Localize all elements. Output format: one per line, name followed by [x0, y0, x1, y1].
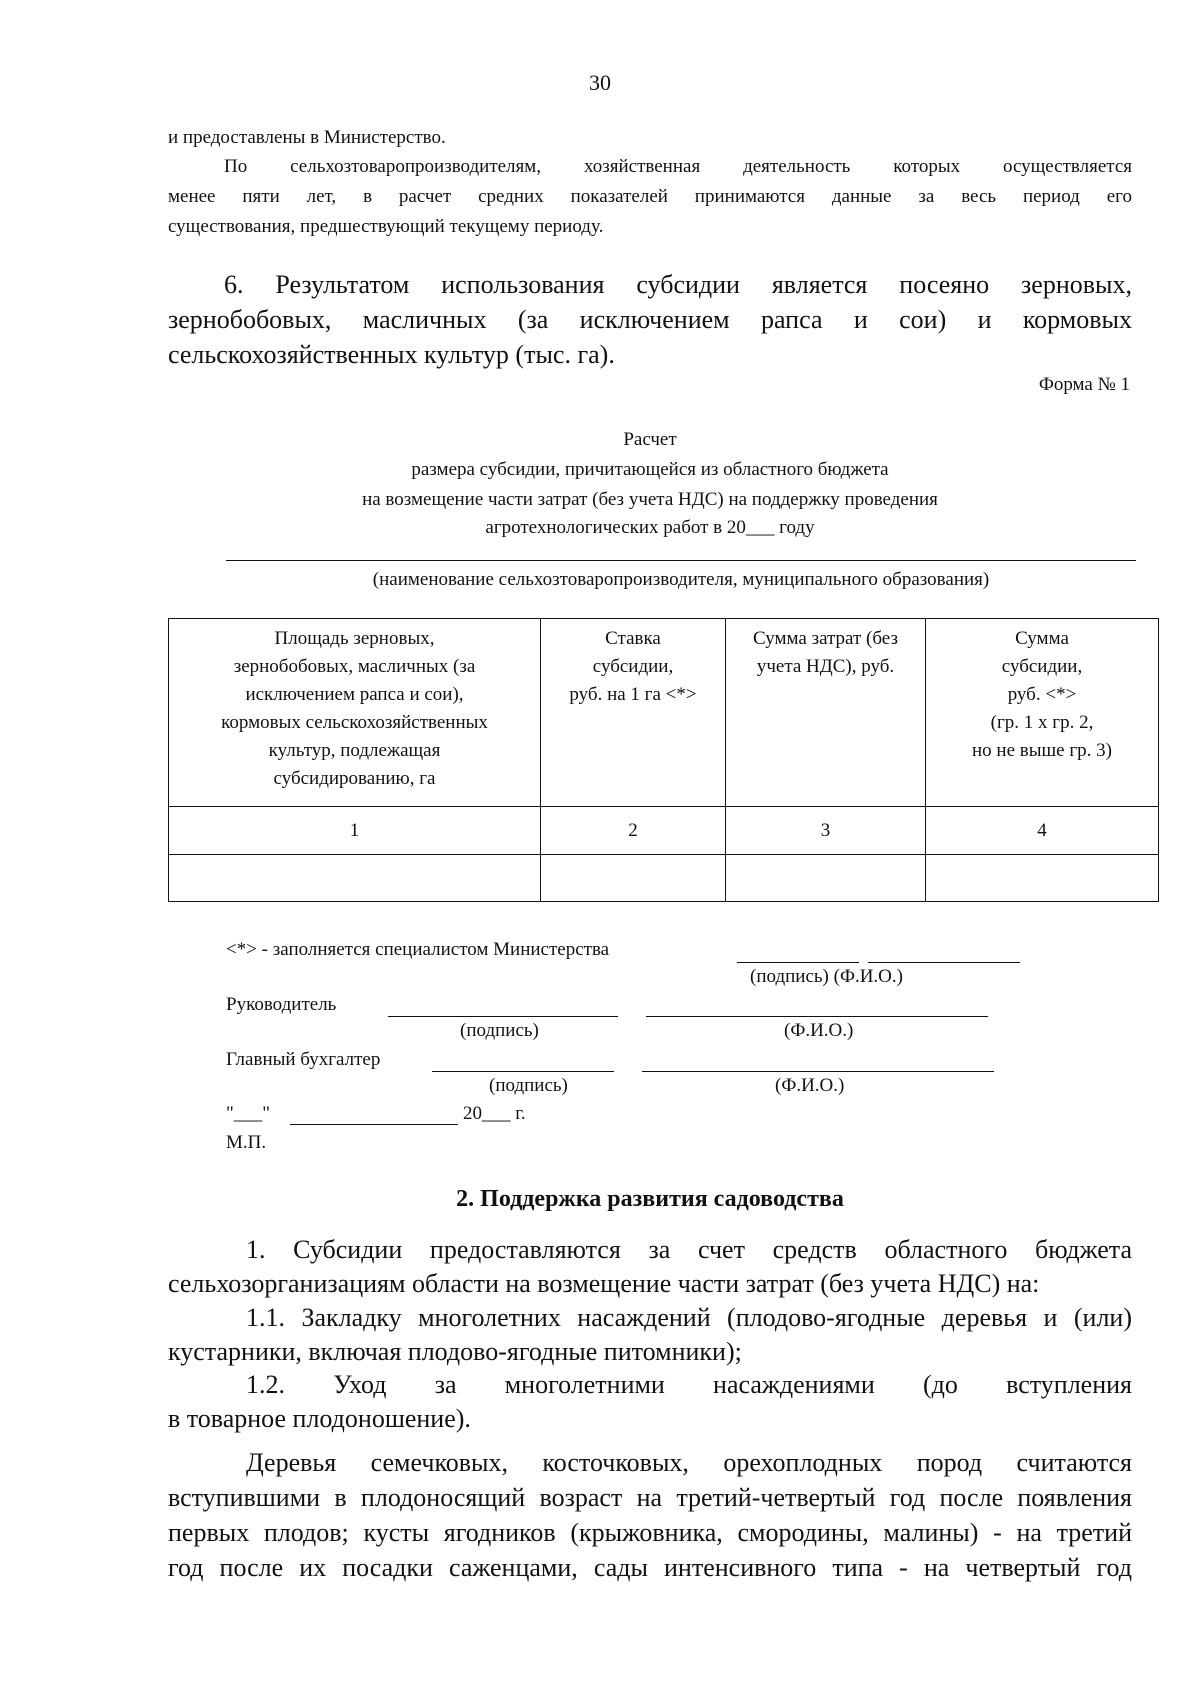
stamp-label: М.П. — [226, 1132, 267, 1153]
intro-para-line: По сельхозтоваропроизводителям, хозяйственная деятельность которых осуществляется — [224, 156, 1132, 177]
header-cell: Ставка субсидии, руб. на 1 га <*> — [541, 619, 726, 807]
form-title-line: на возмещение части затрат (без учета НДС) на поддержку проведения — [362, 489, 938, 510]
section2-line: 1.2. Уход за многолетними насаждениями (до вступления — [246, 1370, 1132, 1399]
specialist-note: <*> - заполняется специалистом Министерства — [226, 939, 610, 960]
section2-line: в товарное плодоношение). — [168, 1404, 471, 1433]
section2-line: год после их посадки саженцами, сады интенсивного типа - на четвертый год — [168, 1553, 1132, 1582]
form-label: Форма № 1 — [1038, 374, 1130, 395]
section2-line: кустарники, включая плодово-ягодные питомники); — [168, 1337, 742, 1366]
date-year: 20___ г. — [463, 1103, 526, 1124]
column-number: 3 — [726, 807, 926, 855]
form-title-line: агротехнологических работ в 20___ году — [485, 517, 815, 538]
section2-line: 1.1. Закладку многолетних насаждений (плодово-ягодные деревья и (или) — [246, 1303, 1132, 1332]
intro-line: и предоставлены в Министерство. — [168, 127, 446, 148]
page-number: 30 — [589, 70, 611, 95]
accountant-fio-caption: (Ф.И.О.) — [775, 1075, 845, 1096]
name-caption: (наименование сельхозтоваропроизводителя, муниципального образования) — [372, 569, 990, 590]
data-cell[interactable] — [726, 855, 926, 902]
section2-line: сельхозорганизациям области на возмещение части затрат (без учета НДС) на: — [168, 1269, 1040, 1298]
data-cell[interactable] — [169, 855, 541, 902]
accountant-sign-caption: (подпись) — [489, 1075, 568, 1096]
header-cell: Сумма затрат (без учета НДС), руб. — [726, 619, 926, 807]
section2-line: вступившими в плодоносящий возраст на третий-четвертый год после появления — [168, 1483, 1132, 1512]
intro-para-line: существования, предшествующий текущему периоду. — [168, 216, 604, 237]
item6-line: зернобобовых, масличных (за исключением рапса и сои) и кормовых — [168, 305, 1132, 334]
section2-line: Деревья семечковых, косточковых, орехоплодных пород считаются — [246, 1448, 1132, 1477]
data-cell[interactable] — [926, 855, 1159, 902]
specialist-caption: (подпись) (Ф.И.О.) — [750, 966, 903, 987]
date-month-line[interactable] — [290, 1124, 458, 1125]
column-number: 2 — [541, 807, 726, 855]
item6-line: сельскохозяйственных культур (тыс. га). — [168, 340, 615, 369]
header-cell: Площадь зерновых, зернобобовых, масличных (за исключением рапса и сои), кормовых сельскохозяйственных культур, подлежащая субсидированию, га — [169, 619, 541, 807]
accountant-label: Главный бухгалтер — [226, 1049, 381, 1070]
head-fio-caption: (Ф.И.О.) — [784, 1020, 854, 1041]
form-title-line: размера субсидии, причитающейся из областного бюджета — [411, 459, 889, 480]
head-sign-caption: (подпись) — [460, 1020, 539, 1041]
date-quote: "___" — [226, 1103, 271, 1124]
section2-line: 1. Субсидии предоставляются за счет средств областного бюджета — [246, 1235, 1132, 1264]
table-number-row — [169, 807, 1159, 855]
form-title-line: Расчет — [623, 429, 677, 450]
calc-table — [168, 618, 1159, 902]
section-title: 2. Поддержка развития садоводства — [456, 1186, 844, 1212]
table-header-row — [169, 619, 1159, 807]
data-cell[interactable] — [541, 855, 726, 902]
item6-line: 6. Результатом использования субсидии является посеяно зерновых, — [224, 270, 1132, 299]
column-number: 1 — [169, 807, 541, 855]
name-underline[interactable] — [226, 560, 1136, 561]
section2-line: первых плодов; кусты ягодников (крыжовника, смородины, малины) - на третий — [168, 1518, 1132, 1547]
intro-para-line: менее пяти лет, в расчет средних показателей принимаются данные за весь период его — [168, 186, 1132, 207]
table-data-row — [169, 855, 1159, 902]
column-number: 4 — [926, 807, 1159, 855]
header-cell: Сумма субсидии, руб. <*> (гр. 1 x гр. 2, но не выше гр. 3) — [926, 619, 1159, 807]
head-label: Руководитель — [226, 994, 337, 1015]
